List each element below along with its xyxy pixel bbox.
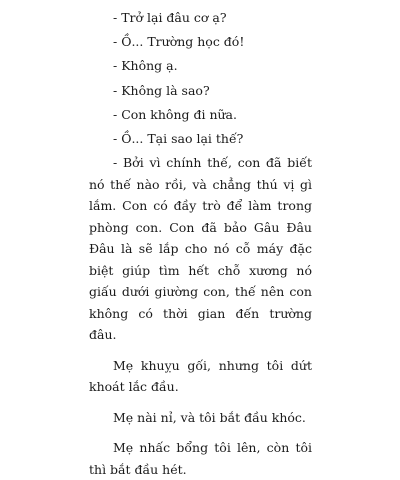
dialogue-line: - Con không đi nữa. (113, 106, 237, 122)
narrative-paragraph: Mẹ khuỵu gối, nhưng tôi dứt khoát lắc đầu. (89, 357, 312, 395)
page-text (89, 7, 312, 480)
narrative-paragraph: Mẹ nhấc bổng tôi lên, còn tôi thì bắt đầu hét. (89, 440, 312, 477)
dialogue-line: - Không ạ. (113, 58, 178, 74)
dialogue-paragraph: - Bởi vì chính thế, con đã biết nó thế nào rồi, và chẳng thú vị gì lắm. Con có đầy trò để làm trong phòng con. Con đã bảo Gâu Đâu Đâu là sẽ lắp cho nó cỗ máy đặc biệt giúp tìm hết chỗ xương nó giấu dưới giường con, thế nên con không có thời gian đến trường đâu. (89, 155, 312, 343)
dialogue-line: - Không là sao? (113, 82, 210, 98)
narrative-paragraph: Mẹ nài nỉ, và tôi bắt đầu khóc. (113, 409, 306, 425)
dialogue-line: - Ồ... Trường học đó! (113, 34, 245, 50)
dialogue-line: - Trở lại đâu cơ ạ? (113, 10, 227, 25)
dialogue-line: - Ồ... Tại sao lại thế? (113, 130, 244, 146)
